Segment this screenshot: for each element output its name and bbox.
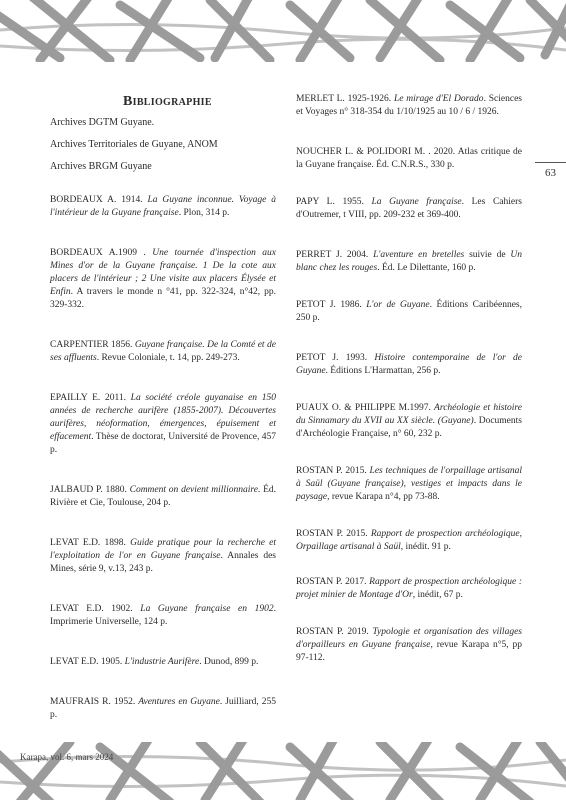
- reference-title: La Guyane française en 1902: [140, 604, 274, 614]
- reference-text: LEVAT E.D. 1905.: [50, 657, 125, 667]
- reference-text: suivie de: [464, 250, 511, 260]
- reference-text: JALBAUD P. 1880.: [50, 485, 130, 495]
- reference-title: La Guyane inconnue. Voyage à l'intérieur de la Guyane française: [50, 195, 276, 218]
- reference-text: . Éditions L'Harmattan, 256 p.: [325, 366, 441, 376]
- reference-entry: [50, 696, 276, 722]
- reference-title: Rapport de prospection archéologique : projet minier de Montage d'Or: [296, 577, 522, 600]
- reference-entry: [296, 146, 522, 172]
- reference-text: NOUCHER L. & POLIDORI M. . 2020. Atlas critique de la Guyane française. Éd. C.N.R.S., 330 p.: [296, 147, 522, 170]
- reference-text: BORDEAUX A.1909 .: [50, 248, 153, 258]
- reference-entry: [296, 249, 522, 275]
- reference-text: BORDEAUX A. 1914.: [50, 195, 148, 205]
- reference-title: Le mirage d'El Dorado: [393, 94, 484, 104]
- reference-title: Une tournée d'inspection aux Mines d'or de la Guyane française. 1 De la cote aux placers de l'intérieur ; 2 Une visite aux placers Élysée et Enfin: [50, 248, 276, 297]
- reference-text: . A travers le monde n °41, pp. 322-324, n°42, pp. 329-332.: [50, 287, 276, 310]
- reference-entry: [296, 402, 522, 441]
- reference-title: La société créole guyanaise en 150 années de recherche aurifère (1855-2007). Découvertes aurifères, néoformation, émergences, épuisement et effacement: [50, 393, 276, 442]
- section-heading: Bibliographie: [123, 94, 212, 109]
- reference-text: , revue Karapa n°5, pp 97-112.: [296, 640, 522, 663]
- reference-text: , inédit. 91 p.: [400, 542, 451, 552]
- reference-text: LEVAT E.D. 1898.: [50, 538, 131, 548]
- reference-entry: [296, 576, 522, 602]
- reference-text: MAUFRAIS R. 1952.: [50, 697, 139, 707]
- reference-text: . Plon, 314 p.: [178, 208, 230, 218]
- reference-entry: [296, 299, 522, 325]
- reference-text: . Éd. Rivière et Cie, Toulouse, 204 p.: [50, 485, 277, 508]
- woven-pattern-top: [0, 0, 566, 62]
- reference-text: PAPY L. 1955.: [296, 197, 372, 207]
- top-decorative-band: [0, 0, 566, 62]
- reference-text: . Documents d'Archéologie Française, n° 60, 232 p.: [296, 416, 522, 439]
- reference-title: Archéologie et histoire du Sinnamary du XVII au XX siècle. (Guyane): [296, 403, 522, 426]
- reference-text: , revue Karapa n°4, pp 73-88.: [327, 492, 440, 502]
- reference-entry: [50, 603, 276, 629]
- reference-title: Typologie et organisation des villages d'orpailleurs en Guyane française: [296, 627, 522, 650]
- left-column: [50, 95, 276, 722]
- reference-entry: [50, 339, 276, 365]
- reference-entry: [50, 484, 276, 510]
- reference-entry: [50, 656, 276, 669]
- reference-title: L'aventure en bretelles: [373, 250, 465, 260]
- reference-text: ROSTAN P. 2019.: [296, 627, 373, 637]
- reference-text: PETOT J. 1993.: [296, 353, 375, 363]
- reference-title: Les techniques de l'orpaillage artisanal à Saül (Guyane française), vestiges et impacts dans le paysage: [296, 466, 522, 502]
- reference-entry: [296, 528, 522, 554]
- archive-item: Archives DGTM Guyane.: [50, 117, 155, 128]
- reference-text: . Les Cahiers d'Outremer, t VIII, pp. 209-232 et 369-400.: [296, 197, 522, 220]
- reference-text: EPAILLY E. 2011.: [50, 393, 131, 403]
- reference-title: L'or de Guyane: [366, 300, 430, 310]
- woven-pattern-bottom: [0, 742, 566, 800]
- reference-entry: [50, 537, 276, 576]
- right-column: [296, 93, 522, 665]
- bottom-decorative-band: [0, 742, 566, 800]
- reference-title: Histoire contemporaine de l'or de Guyane: [296, 353, 522, 376]
- reference-title: Guyane française. De la Comté et de ses affluents: [50, 340, 276, 363]
- reference-entry: [50, 194, 276, 220]
- reference-text: , inédit, 67 p.: [412, 590, 463, 600]
- page-number: 63: [535, 162, 566, 179]
- right-reference-list: [296, 93, 522, 665]
- reference-title: Rapport de prospection archéologique, Orpaillage artisanal à Saül: [296, 529, 522, 552]
- reference-text: . Sciences et Voyages n° 318-354 du 1/10/1925 au 10 / 6 / 1926.: [296, 94, 522, 117]
- reference-title: Un blanc chez les rouges: [296, 250, 522, 273]
- reference-text: . Imprimerie Universelle, 124 p.: [50, 604, 276, 627]
- reference-text: . Éditions Caribéennes, 250 p.: [296, 300, 522, 323]
- reference-text: ROSTAN P. 2017.: [296, 577, 370, 587]
- reference-text: . Éd. Le Dilettante, 160 p.: [377, 263, 476, 273]
- reference-title: Guide pratique pour la recherche et l'exploitation de l'or en Guyane française: [50, 538, 276, 561]
- reference-entry: [296, 626, 522, 665]
- reference-entry: [296, 93, 522, 119]
- reference-entry: [296, 196, 522, 222]
- reference-entry: [50, 247, 276, 312]
- reference-entry: [50, 392, 276, 457]
- reference-text: . Thèse de doctorat, Université de Provence, 457 p.: [50, 432, 276, 455]
- reference-title: La Guyane française: [371, 197, 462, 207]
- reference-title: L'industrie Aurifère: [124, 657, 200, 667]
- reference-text: . Revue Coloniale, t. 14, pp. 249-273.: [96, 353, 240, 363]
- reference-text: PUAUX O. & PHILIPPE M.1997.: [296, 403, 435, 413]
- reference-title: Comment on devient millionnaire: [129, 485, 258, 495]
- reference-title: Aventures en Guyane: [138, 697, 220, 707]
- left-reference-list: [50, 194, 276, 722]
- reference-entry: [296, 352, 522, 378]
- reference-entry: [296, 465, 522, 504]
- reference-text: MERLET L. 1925-1926.: [296, 94, 394, 104]
- footer-citation: Karapa, vol. 6, mars 2024: [20, 752, 114, 762]
- reference-text: . Juilliard, 255 p.: [50, 697, 276, 720]
- reference-text: PETOT J. 1986.: [296, 300, 367, 310]
- archive-item: Archives Territoriales de Guyane, ANOM: [50, 139, 218, 150]
- reference-text: PERRET J. 2004.: [296, 250, 374, 260]
- reference-text: . Annales des Mines, série 9, v.13, 243 p.: [50, 551, 276, 574]
- reference-text: ROSTAN P. 2015.: [296, 466, 370, 476]
- archive-item: Archives BRGM Guyane: [50, 161, 152, 172]
- reference-text: CARPENTIER 1856.: [50, 340, 135, 350]
- reference-text: . Dunod, 899 p.: [199, 657, 259, 667]
- reference-text: LEVAT E.D. 1902.: [50, 604, 141, 614]
- reference-text: ROSTAN P. 2015.: [296, 529, 371, 539]
